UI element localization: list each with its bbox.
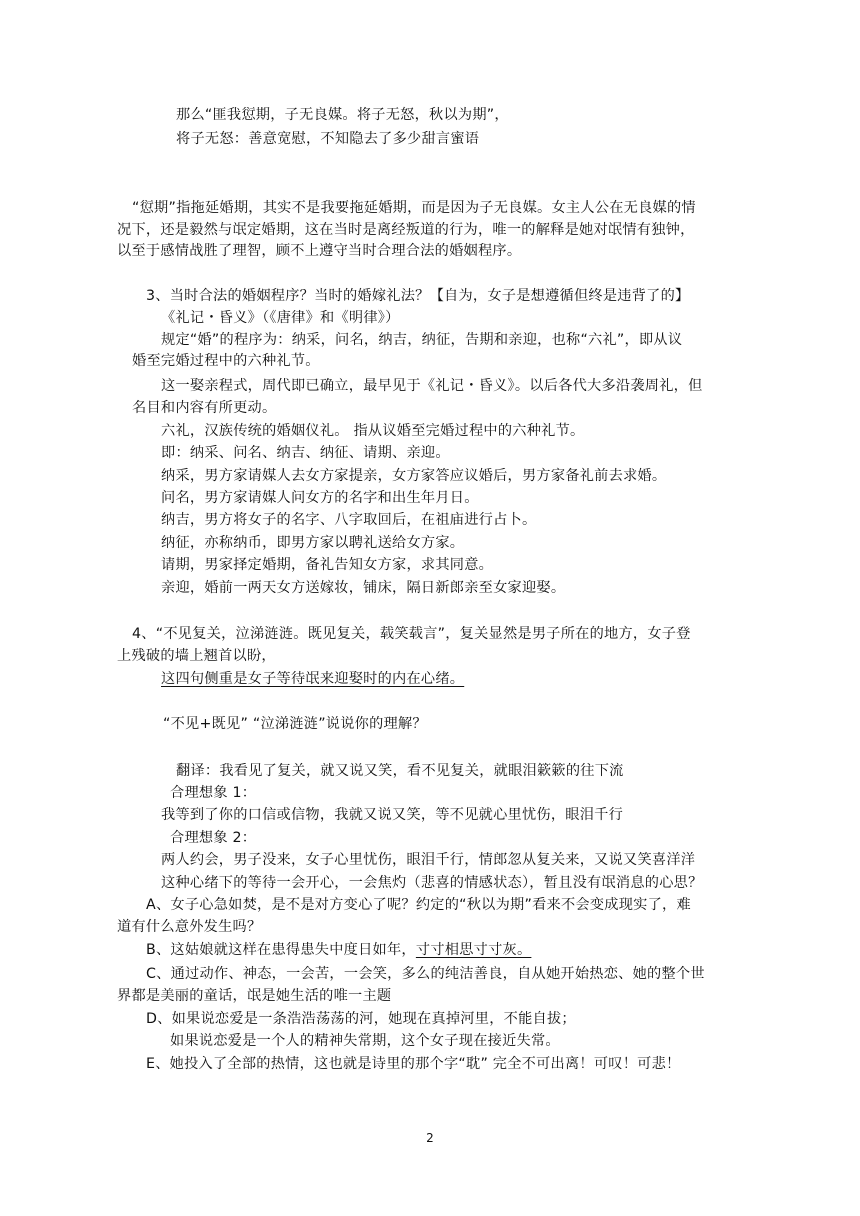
text-line: 规定“婚”的程序为：纳采，问名，纳吉，纳征，告期和亲迎，也称“六礼”，即从议 bbox=[161, 332, 683, 348]
text-line: 六礼，汉族传统的婚姻仪礼。 指从议婚至完婚过程中的六种礼节。 bbox=[161, 423, 585, 439]
text-line: 以至于感情战胜了理智，顾不上遵守当时合理合法的婚姻程序。 bbox=[117, 243, 522, 259]
text-line: 翻译：我看见了复关，就又说又笑，看不见复关，就眼泪簌簌的往下流 bbox=[176, 763, 624, 779]
text-line: D、如果说恋爱是一条浩浩荡荡的河，她现在真掉河里，不能自拔； bbox=[146, 1011, 576, 1027]
text-line: 合理想象 1： bbox=[170, 785, 257, 801]
text-line: 即：纳采、问名、纳吉、纳征、请期、亲迎。 bbox=[161, 445, 450, 461]
text-line: 问名，男方家请媒人问女方的名字和出生年月日。 bbox=[161, 490, 479, 506]
text-line: 合理想象 2： bbox=[170, 830, 257, 846]
text-line: 纳吉，男方将女子的名字、八字取回后，在祖庙进行占卜。 bbox=[161, 512, 537, 528]
text-line: A、女子心急如焚，是不是对方变心了呢？约定的“秋以为期”看来不会变成现实了，难 bbox=[146, 897, 691, 913]
page-number: 2 bbox=[426, 1131, 434, 1145]
text-line: 这种心绪下的等待一会开心，一会焦灼（悲喜的情感状态），暂且没有氓消息的心思？ bbox=[161, 875, 703, 891]
underlined-text-segment: 寸寸相思寸寸灰。 bbox=[415, 942, 532, 958]
text-line: 上残破的墙上翘首以盼， bbox=[117, 648, 276, 664]
text-line: E、她投入了全部的热情，这也就是诗里的那个字“耽” 完全不可出离！可叹！可悲！ bbox=[146, 1056, 681, 1072]
text-line: C、通过动作、神态，一会苦，一会笑，多么的纯洁善良，自从她开始热恋、她的整个世 bbox=[146, 966, 705, 982]
text-line: 两人约会，男子没来，女子心里忧伤，眼泪千行，情郎忽从复关来，又说又笑喜洋洋 bbox=[161, 852, 696, 868]
section-heading: 4、“不见复关，泣涕涟涟。既见复关，载笑载言”，复关显然是男子所在的地方，女子登 bbox=[132, 626, 691, 642]
section-heading: 3、当时合法的婚姻程序？当时的婚嫁礼法？【自为，女子是想遵循但终是违背了的】 bbox=[146, 288, 690, 304]
question-line: “不见+既见” “泣涕涟涟”说说你的理解？ bbox=[163, 716, 427, 732]
text-line: 纳征，亦称纳币，即男方家以聘礼送给女方家。 bbox=[161, 535, 465, 551]
text-line: 婚至完婚过程中的六种礼节。 bbox=[132, 353, 320, 369]
text-line: 纳采，男方家请媒人去女方家提亲，女方家答应议婚后，男方家备礼前去求婚。 bbox=[161, 468, 667, 484]
text-line: 将子无怒：善意宽慰，不知隐去了多少甜言蜜语 bbox=[176, 131, 480, 147]
text-line: 界都是美丽的童话，氓是她生活的唯一主题 bbox=[117, 988, 392, 1004]
text-line: 亲迎，婚前一两天女方送嫁妆，铺床，隔日新郎亲至女家迎娶。 bbox=[161, 580, 566, 596]
text-line: 如果说恋爱是一个人的精神失常期，这个女子现在接近失常。 bbox=[170, 1033, 560, 1049]
text-segment: B、这姑娘就这样在患得患失中度日如年， bbox=[146, 942, 416, 958]
text-line: 这一娶亲程式，周代即已确立，最早见于《礼记・昏义》。以后各代大多沿袭周礼，但 bbox=[161, 378, 703, 394]
text-line: 请期，男家择定婚期，备礼告知女方家，求其同意。 bbox=[161, 557, 494, 573]
text-line: 《礼记・昏义》（《唐律》和《明律》） bbox=[161, 310, 400, 326]
text-line: “愆期”指拖延婚期，其实不是我要拖延婚期，而是因为子无良媒。女主人公在无良媒的情 bbox=[132, 200, 696, 216]
text-line: 那么“匪我愆期，子无良媒。将子无怒，秋以为期”， bbox=[176, 107, 509, 123]
underlined-text-line: 这四句侧重是女子等待氓来迎娶时的内在心绪。 bbox=[161, 671, 465, 687]
text-line: 况下，还是毅然与氓定婚期，这在当时是离经叛道的行为，唯一的解释是她对氓情有独钟， bbox=[117, 222, 695, 238]
text-line: 我等到了你的口信或信物，我就又说又笑，等不见就心里忧伤，眼泪千行 bbox=[161, 807, 624, 823]
text-line bbox=[146, 941, 531, 959]
text-line: 名目和内容有所更动。 bbox=[132, 400, 277, 416]
text-line: 道有什么意外发生吗？ bbox=[117, 919, 262, 935]
